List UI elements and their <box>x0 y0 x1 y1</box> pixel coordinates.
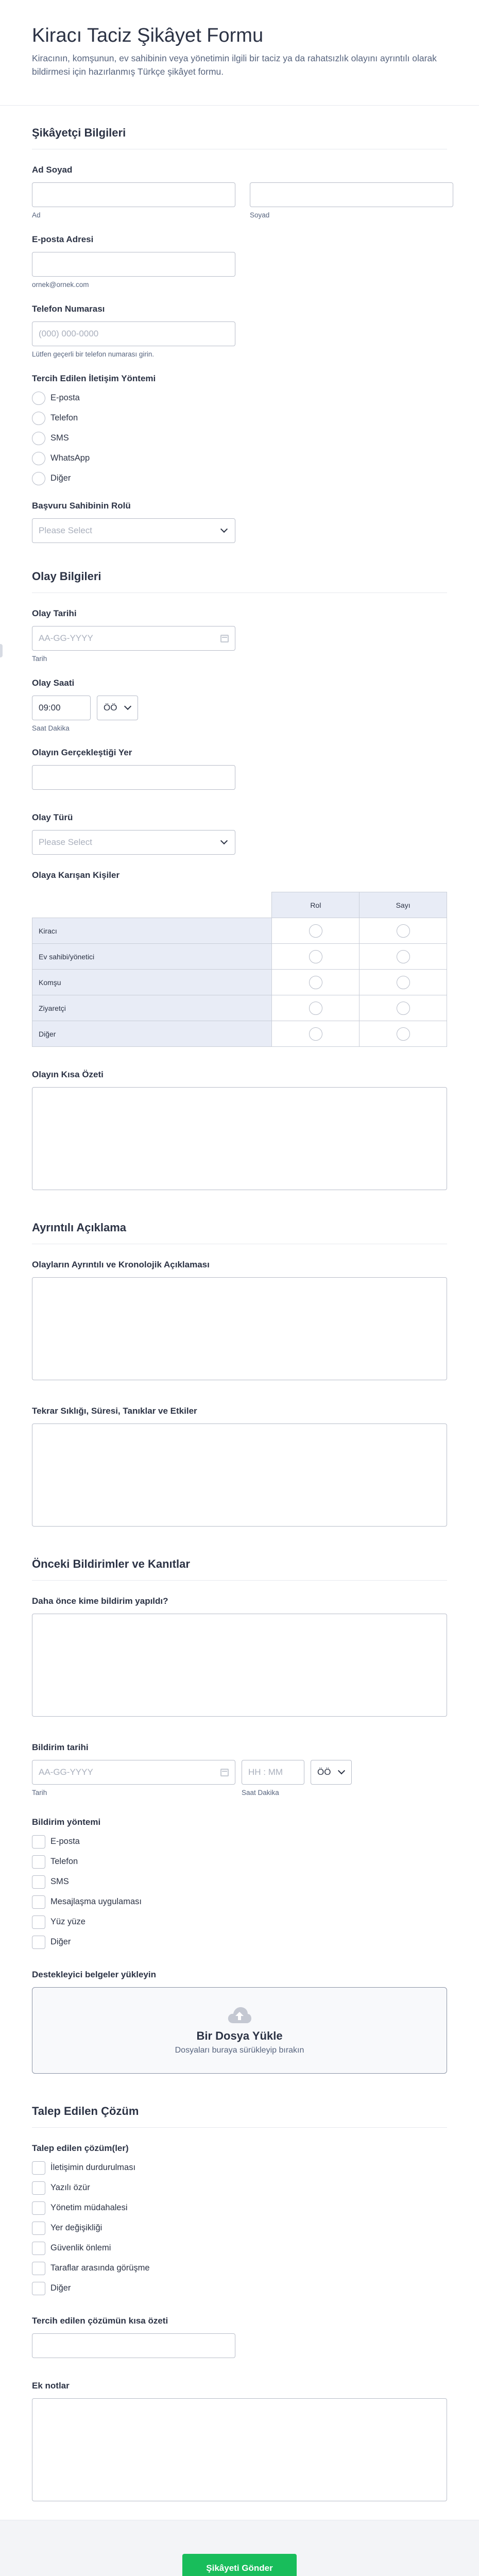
time-sublabel: Saat Dakika <box>242 1789 279 1797</box>
section-title: Şikâyetçi Bilgileri <box>32 126 447 149</box>
question-contact-method <box>32 374 447 485</box>
question-location <box>32 748 447 790</box>
field-label: Olayın Gerçekleştiği Yer <box>32 748 132 758</box>
phone-input[interactable] <box>32 321 235 346</box>
question-summary <box>32 1070 447 1190</box>
ampm-value: ÖÖ <box>104 703 117 713</box>
email-input[interactable] <box>32 252 235 277</box>
incident-time-input[interactable]: 09:00 <box>32 696 91 720</box>
cloud-upload-icon <box>227 2006 252 2024</box>
checkbox[interactable] <box>32 2222 45 2235</box>
resolution-option[interactable] <box>32 2261 447 2275</box>
field-label: Olayların Ayrıntılı ve Kronolojik Açıklaması <box>32 1260 210 1270</box>
option-label: SMS <box>50 1877 69 1887</box>
matrix-row-label: Komşu <box>32 970 272 995</box>
select-placeholder: Please Select <box>39 526 92 536</box>
notes-textarea[interactable] <box>32 2398 447 2501</box>
question-email <box>32 234 447 289</box>
date-placeholder: AA-GG-YYYY <box>39 633 93 643</box>
phone-sublabel: Lütfen geçerli bir telefon numarası girin. <box>32 350 155 359</box>
chevron-down-icon <box>220 526 228 533</box>
matrix-row <box>32 918 447 944</box>
checkbox[interactable] <box>32 1855 45 1869</box>
question-incident-date <box>32 608 447 663</box>
matrix-radio[interactable] <box>397 1027 410 1041</box>
matrix-row-label: Ziyaretçi <box>32 995 272 1021</box>
section-title: Ayrıntılı Açıklama <box>32 1221 447 1244</box>
checkbox[interactable] <box>32 2181 45 2195</box>
field-label: E-posta Adresi <box>32 234 94 245</box>
section-title: Talep Edilen Çözüm <box>32 2105 447 2128</box>
option-label: Diğer <box>50 473 71 483</box>
question-reported-to <box>32 1596 447 1717</box>
question-report-method <box>32 1817 447 1949</box>
matrix-radio[interactable] <box>309 1002 322 1015</box>
option-label: Telefon <box>50 1857 78 1867</box>
resolution-option[interactable] <box>32 2241 447 2255</box>
option-label: Mesajlaşma uygulaması <box>50 1897 142 1907</box>
last-name-input[interactable] <box>250 182 453 207</box>
field-label: Olay Tarihi <box>32 608 77 619</box>
matrix-row-label: Kiracı <box>32 918 272 944</box>
field-label: Olay Saati <box>32 678 75 688</box>
section-title: Önceki Bildirimler ve Kanıtlar <box>32 1557 447 1581</box>
chevron-down-icon <box>338 1767 345 1774</box>
incident-date-input[interactable] <box>32 626 235 651</box>
field-label: Olayın Kısa Özeti <box>32 1070 104 1080</box>
contact-option-sms[interactable] <box>32 431 447 445</box>
question-incident-type <box>32 812 447 855</box>
radio-circle[interactable] <box>32 472 45 485</box>
upload-subtitle: Dosyaları buraya sürükleyip bırakın <box>175 2046 304 2055</box>
radio-circle[interactable] <box>32 452 45 465</box>
checkbox[interactable] <box>32 1916 45 1929</box>
matrix-row <box>32 944 447 970</box>
matrix-radio[interactable] <box>397 976 410 989</box>
section-resolution <box>32 2074 447 2501</box>
form-title: Kiracı Taciz Şikâyet Formu <box>32 25 264 46</box>
section-title: Olay Bilgileri <box>32 570 447 593</box>
checkbox[interactable] <box>32 2262 45 2275</box>
field-label: Ek notlar <box>32 2381 70 2391</box>
matrix-radio[interactable] <box>309 924 322 938</box>
field-label: Daha önce kime bildirim yapıldı? <box>32 1596 168 1606</box>
matrix-radio[interactable] <box>397 924 410 938</box>
date-sublabel: Tarih <box>32 1789 47 1797</box>
chronology-textarea[interactable] <box>32 1277 447 1380</box>
chevron-down-icon <box>124 703 131 710</box>
option-label: Yüz yüze <box>50 1917 85 1927</box>
date-placeholder: AA-GG-YYYY <box>39 1767 93 1777</box>
reported-to-textarea[interactable] <box>32 1614 447 1717</box>
question-phone <box>32 304 447 358</box>
option-label: SMS <box>50 433 69 443</box>
question-incident-time <box>32 678 447 732</box>
form-footer <box>0 2520 479 2576</box>
report-date-input[interactable] <box>32 1760 235 1785</box>
option-label: Yer değişikliği <box>50 2223 102 2233</box>
option-label: E-posta <box>50 1837 80 1846</box>
form-body <box>0 106 479 2501</box>
section-incident <box>32 543 447 1190</box>
checkbox[interactable] <box>32 1895 45 1909</box>
matrix-radio[interactable] <box>309 976 322 989</box>
question-full-name <box>32 165 447 219</box>
form-description: Kiracının, komşunun, ev sahibinin veya yönetimin ilgili bir taciz ya da rahatsızlık olayını ayrıntılı olarak bildirmesi için hazırlanmış Türkçe şikâyet formu. <box>32 53 437 77</box>
section-complainant <box>32 106 447 543</box>
checkbox[interactable] <box>32 1936 45 1949</box>
report-option[interactable] <box>32 1935 447 1949</box>
resolution-option[interactable] <box>32 2161 447 2175</box>
field-label: Destekleyici belgeler yükleyin <box>32 1970 156 1980</box>
report-option[interactable] <box>32 1855 447 1869</box>
section-details <box>32 1190 447 1527</box>
report-option[interactable] <box>32 1895 447 1909</box>
contact-option-email[interactable] <box>32 391 447 405</box>
resolution-option[interactable] <box>32 2221 447 2235</box>
field-label: Olaya Karışan Kişiler <box>32 870 120 880</box>
option-label: Taraflar arasında görüşme <box>50 2263 150 2273</box>
report-option[interactable] <box>32 1835 447 1849</box>
question-notes <box>32 2381 447 2501</box>
question-preferred-summary <box>32 2316 447 2358</box>
matrix-corner <box>32 892 272 918</box>
field-label: Talep edilen çözüm(ler) <box>32 2143 129 2154</box>
last-name-sublabel: Soyad <box>250 211 270 219</box>
question-role <box>32 501 447 543</box>
matrix-row-label: Diğer <box>32 1021 272 1047</box>
location-input[interactable] <box>32 765 235 790</box>
checkbox[interactable] <box>32 2161 45 2175</box>
resolution-option[interactable] <box>32 2281 447 2295</box>
matrix-radio[interactable] <box>309 1027 322 1041</box>
field-label: Başvuru Sahibinin Rolü <box>32 501 131 511</box>
field-label: Ad Soyad <box>32 165 73 175</box>
checkbox[interactable] <box>32 2242 45 2255</box>
field-label: Tercih Edilen İletişim Yöntemi <box>32 374 156 384</box>
matrix-row <box>32 1021 447 1047</box>
question-parties <box>32 870 447 1047</box>
frequency-textarea[interactable] <box>32 1423 447 1527</box>
checkbox[interactable] <box>32 2282 45 2295</box>
matrix-row <box>32 970 447 995</box>
matrix-radio[interactable] <box>397 1002 410 1015</box>
matrix-row <box>32 995 447 1021</box>
option-label: WhatsApp <box>50 453 90 463</box>
scroll-notch <box>0 644 3 657</box>
report-option[interactable] <box>32 1915 447 1929</box>
option-label: Diğer <box>50 1937 71 1947</box>
radio-circle[interactable] <box>32 412 45 425</box>
field-label: Telefon Numarası <box>32 304 105 314</box>
radio-circle[interactable] <box>32 432 45 445</box>
parties-matrix <box>32 892 447 1047</box>
contact-option-other[interactable] <box>32 471 447 485</box>
report-option[interactable] <box>32 1875 447 1889</box>
calendar-icon[interactable] <box>220 1769 229 1776</box>
file-upload-dropzone[interactable] <box>32 1987 447 2074</box>
option-label: Yazılı özür <box>50 2183 90 2193</box>
contact-option-whatsapp[interactable] <box>32 451 447 465</box>
option-label: Yönetim müdahalesi <box>50 2203 128 2213</box>
time-sublabel: Saat Dakika <box>32 724 70 733</box>
matrix-row-label: Ev sahibi/yönetici <box>32 944 272 970</box>
option-label: Diğer <box>50 2283 71 2293</box>
chevron-down-icon <box>220 837 228 844</box>
matrix-column-header: Sayı <box>360 892 447 918</box>
date-sublabel: Tarih <box>32 655 47 663</box>
question-upload <box>32 1970 447 2074</box>
option-label: İletişimin durdurulması <box>50 2163 136 2173</box>
field-label: Bildirim tarihi <box>32 1742 89 1753</box>
question-requested <box>32 2143 447 2295</box>
calendar-icon[interactable] <box>220 635 229 642</box>
first-name-sublabel: Ad <box>32 211 41 219</box>
section-prior <box>32 1527 447 2074</box>
field-label: Tekrar Sıklığı, Süresi, Tanıklar ve Etkiler <box>32 1406 197 1416</box>
option-label: Telefon <box>50 413 78 423</box>
incident-type-select[interactable] <box>32 830 235 855</box>
field-label: Olay Türü <box>32 812 73 823</box>
submit-button[interactable]: Şikâyeti Gönder <box>182 2554 297 2576</box>
option-label: Güvenlik önlemi <box>50 2243 111 2253</box>
form-header <box>0 0 479 106</box>
field-label: Tercih edilen çözümün kısa özeti <box>32 2316 168 2326</box>
matrix-radio[interactable] <box>309 950 322 963</box>
checkbox[interactable] <box>32 1835 45 1849</box>
report-time-input[interactable]: HH : MM <box>242 1760 304 1785</box>
matrix-radio[interactable] <box>397 950 410 963</box>
contact-option-phone[interactable] <box>32 411 447 425</box>
option-label: E-posta <box>50 393 80 403</box>
radio-circle[interactable] <box>32 392 45 405</box>
question-report-date <box>32 1742 447 1797</box>
select-placeholder: Please Select <box>39 837 92 848</box>
summary-textarea[interactable] <box>32 1087 447 1190</box>
question-frequency <box>32 1406 447 1527</box>
email-sublabel: ornek@ornek.com <box>32 281 89 289</box>
matrix-column-header: Rol <box>272 892 360 918</box>
first-name-input[interactable] <box>32 182 235 207</box>
field-label: Bildirim yöntemi <box>32 1817 101 1827</box>
checkbox[interactable] <box>32 2201 45 2215</box>
incident-ampm-select[interactable] <box>97 696 138 720</box>
resolution-option[interactable] <box>32 2181 447 2195</box>
role-select[interactable] <box>32 518 235 543</box>
preferred-summary-input[interactable] <box>32 2333 235 2358</box>
question-chronology <box>32 1260 447 1380</box>
resolution-option[interactable] <box>32 2201 447 2215</box>
report-ampm-select[interactable] <box>311 1760 352 1785</box>
upload-title: Bir Dosya Yükle <box>196 2029 283 2043</box>
checkbox[interactable] <box>32 1875 45 1889</box>
ampm-value: ÖÖ <box>317 1767 331 1777</box>
